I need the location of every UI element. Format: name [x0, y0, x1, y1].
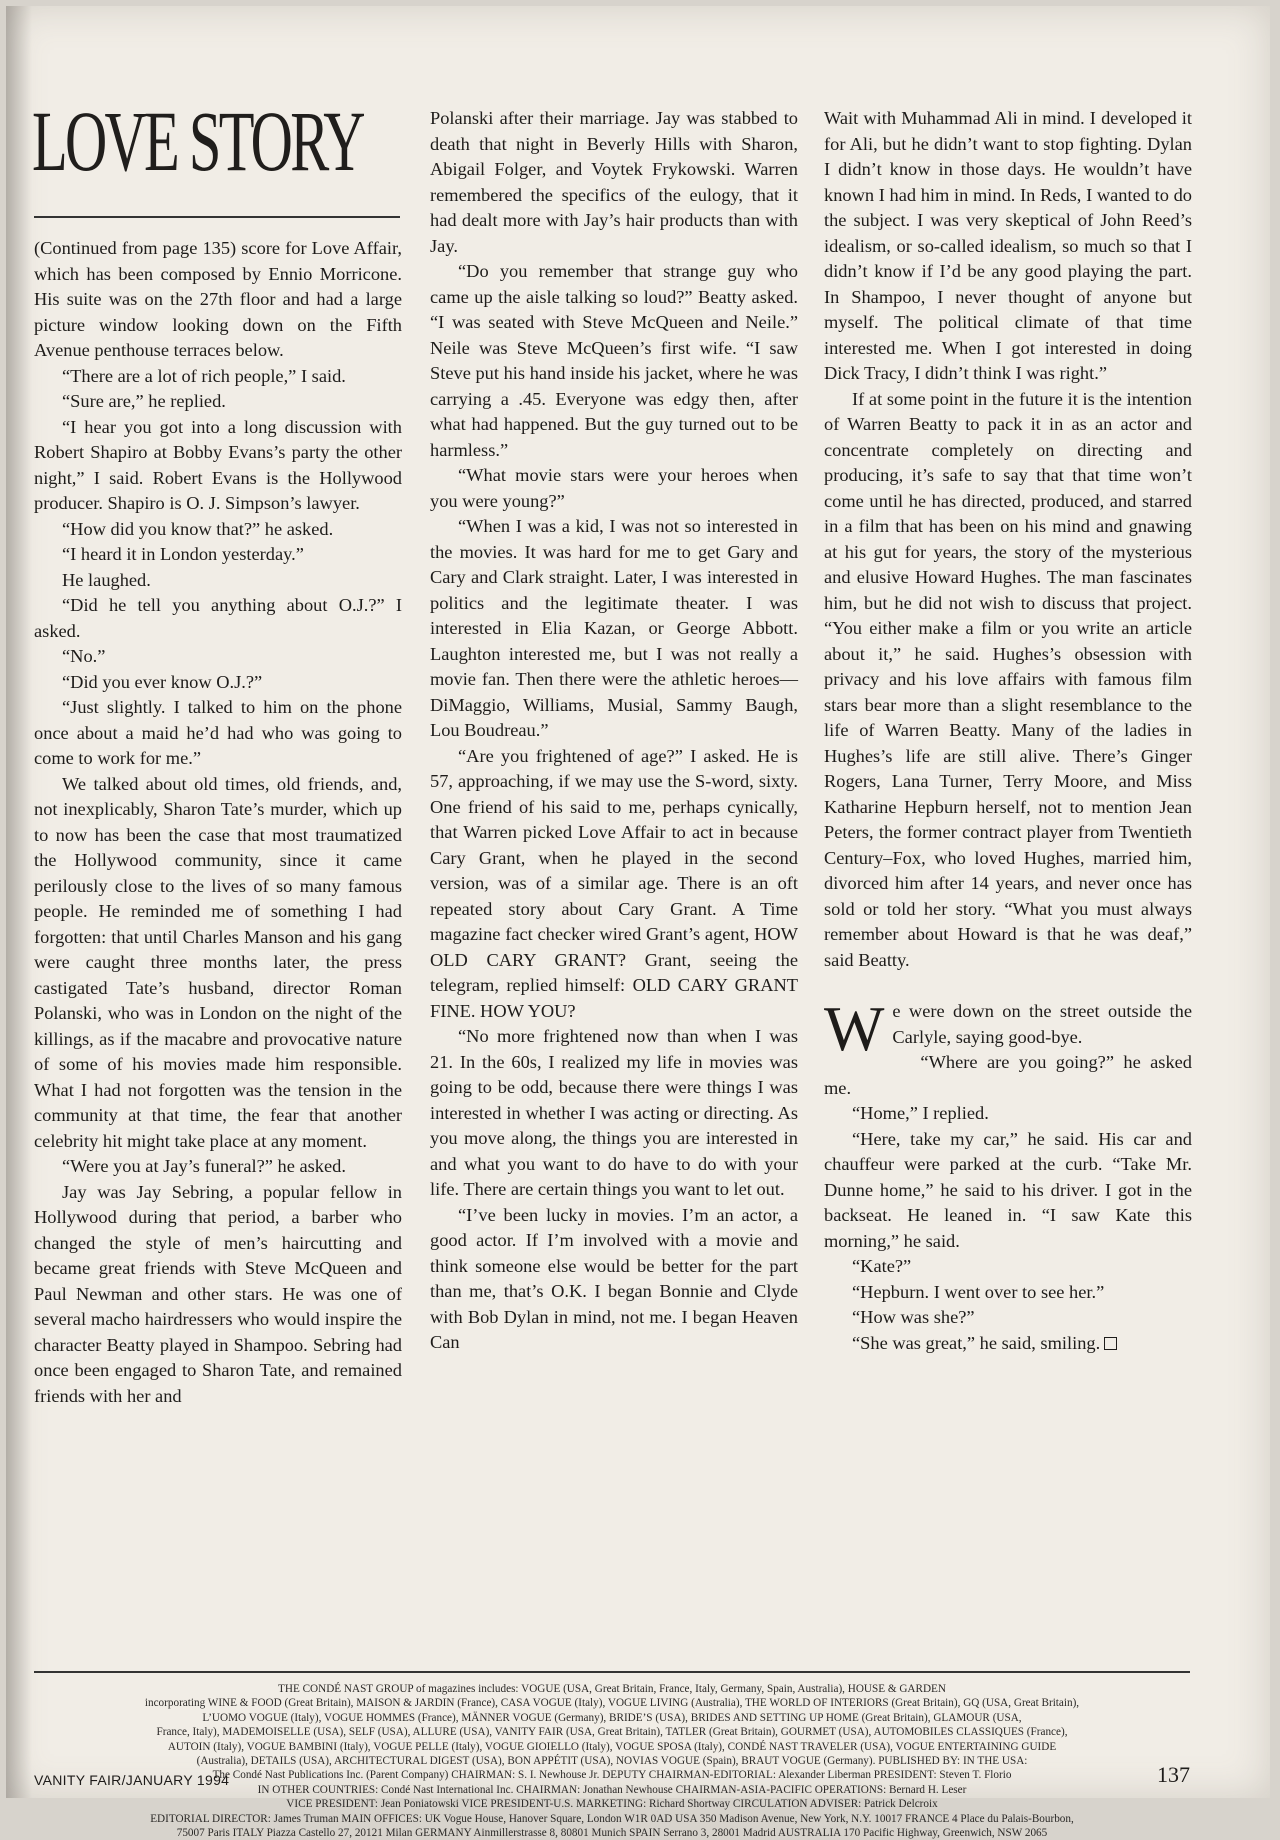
magazine-page — [6, 6, 1270, 1840]
final-line-text: “She was great,” he said, smiling. — [852, 1332, 1101, 1353]
text-column-2 — [430, 106, 798, 1356]
paragraph: If at some point in the future it is the intention of Warren Beatty to pack it in as an actor and concentrate completely on directing and producing, it’s safe to say that that time won’t come until he has directed, produced, and starred in a film that has been on his mind and gnawing at his gut for years, the story of the mysterious and elusive Howard Hughes. The man fascinates him, but he did not wish to discuss that project. “You either make a film or you write an article about it,” he said. Hughes’s obsession with privacy and his love affairs with famous film stars bear more than a slight resemblance to the life of Warren Beatty. Many of the ladies in Hughes’s life are still alive. There’s Ginger Rogers, Lana Turner, Terry Moore, and Miss Katharine Hepburn herself, not to mention Jean Peters, the former contract player from Twentieth Century–Fox, who loved Hughes, married him, divorced him after 14 years, and never once has sold or told her story. “What you must always remember about Howard is that he was deaf,” said Beatty. — [824, 388, 1192, 970]
masthead-line: France, Italy), MADEMOISELLE (USA), SELF (USA), ALLURE (USA), VANITY FAIR (USA, Great Britain), TATLER (Great Britain), GOURMET (USA), AUTOMOBILES CLASSIQUES (France), — [156, 1726, 1068, 1739]
paragraph: “No more frightened now than when I was 21. In the 60s, I realized my life in movies was going to be odd, because there were things I was interested in whether I was acting or directing. As you move along, the things you are interested in and what you want to do have to do with your life. There are certain things you want to let out. — [430, 1026, 798, 1199]
masthead-line: IN OTHER COUNTRIES: Condé Nast International Inc. CHAIRMAN: Jonathan Newhouse CHAIRMAN-ASIA-PACIFIC OPERATIONS: Bernard H. Leser — [257, 1783, 967, 1796]
paragraph: “Hepburn. I went over to see her.” — [852, 1281, 1105, 1302]
paragraph: “How was she?” — [852, 1307, 975, 1327]
drop-cap-letter: W — [824, 993, 885, 1064]
paragraph: “When I was a kid, I was not so interested in the movies. It was hard for me to get Gary and Cary and Clark straight. Later, I was interested in politics and the legitimate theater. I was interested in Elia Kazan, or George Abbott. Laughton interested me, but I was not really a movie fan. Then there were the athletic heroes—DiMaggio, Williams, Musial, Sammy Baugh, Lou Boudreau.” — [430, 516, 798, 740]
masthead-line: THE CONDÉ NAST GROUP of magazines includes: VOGUE (USA, Great Britain, France, Italy, Germany, Spain, Australia), HOUSE & GARDEN — [278, 1683, 946, 1695]
drop-cap-paragraph: We were down on the street outside the Carlyle, saying good-bye. — [824, 993, 1192, 1064]
paragraph: Jay was Jay Sebring, a popular fellow in Hollywood during that period, a barber who changed the style of men’s haircutting and became great friends with Steve McQueen and Paul Newman and other stars. He was one of several macho hairdressers who would inspire the character Beatty played in Shampoo. Sebring had once been engaged to Sharon Tate, and remained friends with her and — [34, 1181, 402, 1406]
paragraph: “Did he tell you anything about O.J.?” I asked. — [34, 595, 402, 641]
paragraph: “No.” — [62, 646, 106, 666]
masthead-line: AUTOIN (Italy), VOGUE BAMBINI (Italy), VOGUE PELLE (Italy), VOGUE GIOIELLO (Italy), VOGUE SPOSA (Italy), CONDÉ NAST TRAVELER (USA), VOGUE ENTERTAINING GUIDE — [167, 1740, 1057, 1753]
publisher-masthead — [34, 1682, 1190, 1840]
masthead-line: 75007 Paris ITALY Piazza Castello 27, 20121 Milan GERMANY Ainmillerstrasse 8, 80801 Munich SPAIN Serrano 3, 28001 Madrid AUSTRALIA 170 Pacific Highway, Greenwich, NSW 2065 — [176, 1827, 1048, 1840]
paragraph: “Do you remember that strange guy who came up the aisle talking so loud?” Beatty asked. “I was seated with Steve McQueen and Neile.” Neile was Steve McQueen’s first wife. “I saw Steve put his hand inside his jacket, where he was carrying a .45. Everyone was edgy then, after what had happened. But the guy turned out to be harmless.” — [430, 261, 798, 460]
masthead-line: (Australia), DETAILS (USA), ARCHITECTURAL DIGEST (USA), BON APPÉTIT (USA), NOVIAS VOGUE (Spain), BRAUT VOGUE (Germany). PUBLISHED BY: IN THE USA: — [196, 1755, 1028, 1768]
paragraph: “Here, take my car,” he said. His car and chauffeur were parked at the curb. “Take Mr. Dunne home,” he said to his driver. I got in the backseat. He leaned in. “I saw Kate this morning,” he said. — [824, 1128, 1192, 1251]
masthead-line: The Condé Nast Publications Inc. (Parent Company) CHAIRMAN: S. I. Newhouse Jr. DEPUTY CHAIRMAN-EDITORIAL: Alexander Liberman PRESIDENT: Steven T. Florio — [212, 1769, 1012, 1782]
masthead-line: EDITORIAL DIRECTOR: James Truman MAIN OFFICES: UK Vogue House, Hanover Square, London W1R 0AD USA 350 Madison Avenue, New York, N.Y. 10017 FRANCE 4 Place du Palais-Bourbon, — [150, 1812, 1074, 1825]
paragraph: “Kate?” — [852, 1256, 912, 1276]
paragraph: “I’ve been lucky in movies. I’m an actor, a good actor. If I’m involved with a movie and think someone else would be better for the part than me, that’s O.K. I began Bonnie and Clyde with Bob Dylan in mind, not me. I began Heaven Can — [430, 1204, 798, 1352]
text-column-1 — [34, 236, 402, 1409]
paragraph: Wait with Muhammad Ali in mind. I developed it for Ali, but he didn’t want to stop fighting. Dylan I didn’t know in those days. He wouldn’t have known I had him in mind. In Reds, I wanted to do the subject. I was very skeptical of John Reed’s idealism, or so-called idealism, so much so that I didn’t know if I’d be any good playing the part. In Shampoo, I never thought of anyone but myself. The political climate of that time interested me. When I got interested in doing Dick Tracy, I didn’t think I was right.” — [824, 108, 1192, 383]
paragraph: “Were you at Jay’s funeral?” he asked. — [62, 1156, 346, 1176]
paragraph: “Are you frightened of age?” I asked. He is 57, approaching, if we may use the S-word, sixty. One friend of his said to me, perhaps cynically, that Warren picked Love Affair to act in because Cary Grant, when he played in the second version, was of a similar age. There is an oft repeated story about Cary Grant. A Time magazine fact checker wired Grant’s agent, HOW OLD CARY GRANT? Grant, seeing the telegram, replied himself: OLD CARY GRANT FINE. HOW YOU? — [430, 745, 798, 1021]
masthead-line: VICE PRESIDENT: Jean Poniatowski VICE PRESIDENT-U.S. MARKETING: Richard Shortway CIRCULATION ADVISER: Patrick Delcroix — [286, 1798, 938, 1811]
page-number: 137 — [1157, 1762, 1190, 1787]
page-gutter-shadow — [6, 6, 32, 1798]
article-headline: LOVE STORY — [32, 93, 363, 189]
paragraph: (Continued from page 135) score for Love Affair, which has been composed by Ennio Morricone. His suite was on the 27th floor and had a large picture window looking down on the Fifth Avenue penthouse terraces below. — [34, 238, 402, 360]
masthead-rule — [34, 1671, 1190, 1673]
paragraph: “Home,” I replied. — [852, 1103, 989, 1123]
end-mark-icon — [1104, 1337, 1117, 1350]
paragraph: “Did you ever know O.J.?” — [62, 671, 263, 692]
paragraph: “Just slightly. I talked to him on the phone once about a maid he’d had who was going to come to work for me.” — [34, 697, 402, 768]
paragraph-final — [824, 1331, 1192, 1357]
paragraph: He laughed. — [62, 569, 151, 590]
masthead-line: incorporating WINE & FOOD (Great Britain), MAISON & JARDIN (France), CASA VOGUE (Italy), VOGUE LIVING (Australia), THE WORLD OF INTERIORS (Great Britain), GQ (USA, Great Britain), — [144, 1697, 1080, 1710]
masthead-line: L’UOMO VOGUE (Italy), VOGUE HOMMES (France), MÄNNER VOGUE (Germany), BRIDE’S (USA), BRIDES AND SETTING UP HOME (Great Britain), GLAMOUR (USA, — [202, 1711, 1022, 1724]
paragraph: “I hear you got into a long discussion with Robert Shapiro at Bobby Evans’s party the other night,” I said. Robert Evans is the Hollywood producer. Shapiro is O. J. Simpson’s lawyer. — [34, 416, 402, 513]
paragraph: “There are a lot of rich people,” I said. — [62, 365, 346, 386]
paragraph: “Where are you going?” he asked me. — [824, 1052, 1192, 1098]
paragraph: “I heard it in London yesterday.” — [62, 544, 304, 564]
paragraph: “Sure are,” he replied. — [62, 391, 226, 411]
paragraph: We talked about old times, old friends, and, not inexplicably, Sharon Tate’s murder, which up to now has been the case that most traumatized the Hollywood community, since it came perilously close to the lives of so many famous people. He reminded me of something I had forgotten: that until Charles Manson and his gang were caught three months later, the press castigated Tate’s husband, director Roman Polanski, who was in London on the night of the killings, as if the macabre and provocative nature of some of his movies made him responsible. What I had not forgotten was the tension in the community at that time, the fear that another celebrity hit might take place at any moment. — [34, 773, 402, 1151]
paragraph: Polanski after their marriage. Jay was stabbed to death that night in Beverly Hills with Sharon, Abigail Folger, and Voytek Frykowski. Warren remembered the specifics of the eulogy, that it had dealt more with Jay’s hair products than with Jay. — [430, 108, 798, 256]
headline-rule — [34, 216, 400, 218]
footer-publication: VANITY FAIR/JANUARY 1994 — [34, 1772, 230, 1788]
text-column-3 — [824, 106, 1192, 1356]
paragraph: “What movie stars were your heroes when you were young?” — [430, 465, 798, 511]
paragraph: “How did you know that?” he asked. — [62, 518, 334, 539]
